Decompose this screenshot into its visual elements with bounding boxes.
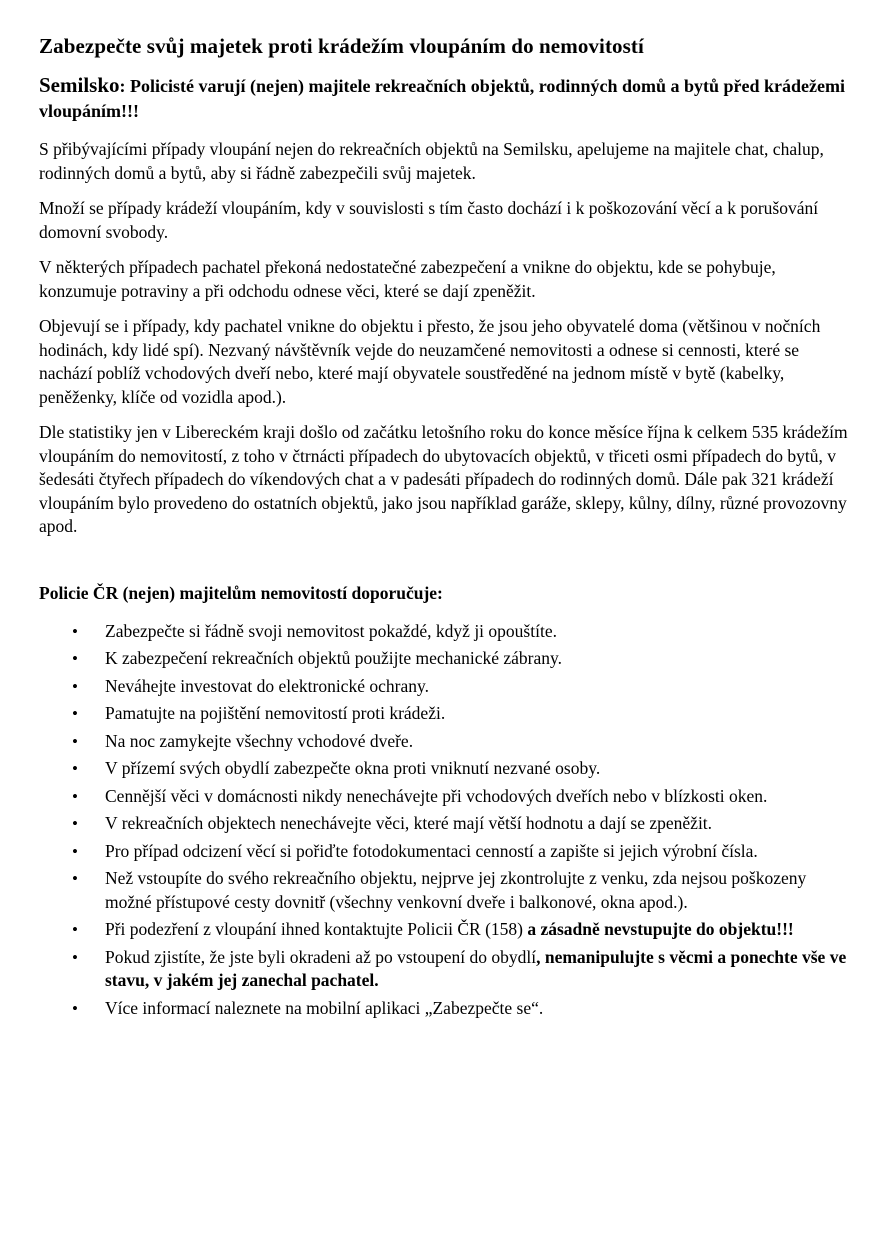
list-item <box>39 785 855 809</box>
bullet-icon: • <box>72 998 78 1018</box>
list-item <box>39 918 855 942</box>
paragraph: S přibývajícími případy vloupání nejen do rekreačních objektů na Semilsku, apelujeme na majitele chat, chalup, rodinných domů a bytů, aby si řádně zabezpečili svůj majetek. <box>39 139 824 183</box>
recommendations-list <box>39 620 855 1021</box>
list-item <box>39 620 855 644</box>
list-item <box>39 675 855 699</box>
list-item-emphasis: a zásadně nevstupujte do objektu!!! <box>527 919 794 939</box>
list-item <box>39 840 855 864</box>
list-item <box>39 812 855 836</box>
bullet-icon: • <box>72 947 78 967</box>
list-item-text: Pro případ odcizení věcí si pořiďte fotodokumentaci cenností a zapište si jejich výrobní čísla. <box>105 840 758 861</box>
lead-paragraph <box>39 73 855 124</box>
list-item-text: Cennější věci v domácnosti nikdy nenechávejte při vchodových dveřích nebo v blízkosti oken. <box>105 785 768 806</box>
list-item-text: Zabezpečte si řádně svoji nemovitost pokaždé, když ji opouštíte. <box>105 620 557 641</box>
bullet-icon: • <box>72 786 78 806</box>
paragraph: Množí se případy krádeží vloupáním, kdy v souvislosti s tím často dochází i k poškozování věcí a k porušování domovní svobody. <box>39 198 819 242</box>
list-item <box>39 867 855 914</box>
list-item-text: Při podezření z vloupání ihned kontaktujte Policii ČR (158) <box>105 919 528 939</box>
paragraph: Objevují se i případy, kdy pachatel vnikne do objektu i přesto, že jsou jeho obyvatelé doma (většinou v nočních hodinách, kdy lidé spí). Nezvaný návštěvník vejde do neuzamčené nemovitosti a odnese si cennosti, které se nachází poblíž vchodových dveří nebo, které mají obyvatele soustředěné na jednom místě v bytě (kabelky, peněženky, klíče od vozidla apod.). <box>39 316 821 407</box>
list-item <box>39 997 855 1021</box>
list-item-text: K zabezpečení rekreačních objektů použijte mechanické zábrany. <box>105 648 563 668</box>
bullet-icon: • <box>72 621 78 641</box>
list-item-text: Neváhejte investovat do elektronické ochrany. <box>105 675 429 696</box>
paragraph: V některých případech pachatel překoná nedostatečné zabezpečení a vnikne do objektu, kde se pohybuje, konzumuje potraviny a při odchodu odnese věci, které se dají zpeněžit. <box>39 257 776 301</box>
list-item-text: Pamatujte na pojištění nemovitostí proti krádeži. <box>105 703 446 723</box>
paragraph: Dle statistiky jen v Libereckém kraji došlo od začátku letošního roku do konce měsíce října k celkem 535 krádežím vloupáním do nemovitostí, z toho v čtrnácti případech do ubytovacích objektů, v třiceti osmi případech do bytů, v šedesáti čtyřech případech do víkendových chat a v padesáti případech do rodinných domů. Dále pak 321 krádeží vloupáním bylo provedeno do ostatních objektů, jako jsou například garáže, sklepy, kůlny, dílny, různé provozovny apod. <box>39 422 848 536</box>
list-item <box>39 946 855 993</box>
bullet-icon: • <box>72 920 78 939</box>
list-item-text: Než vstoupíte do svého rekreačního objektu, nejprve jej zkontrolujte z venku, zda nejsou poškozeny možné přístupové cesty dovnitř (všechny venkovní dveře i balkonové, okna apod.). <box>105 868 807 912</box>
recommendations-heading: Policie ČR (nejen) majitelům nemovitostí doporučuje: <box>39 582 443 603</box>
bullet-icon: • <box>72 676 78 696</box>
bullet-icon: • <box>72 841 78 861</box>
list-item-text: Pokud zjistíte, že jste byli okradeni až po vstoupení do obydlí <box>105 946 537 967</box>
bullet-icon: • <box>72 869 78 888</box>
document-title: Zabezpečte svůj majetek proti krádežím vloupáním do nemovitostí <box>39 34 644 58</box>
lead-colon: : <box>119 76 126 96</box>
bullet-icon: • <box>72 759 78 778</box>
bullet-icon: • <box>72 704 78 723</box>
list-item <box>39 647 855 671</box>
list-item-text: Více informací naleznete na mobilní aplikaci „Zabezpečte se“. <box>105 997 544 1018</box>
section-spacer <box>39 551 855 581</box>
bullet-icon: • <box>72 731 78 751</box>
list-item-text: Na noc zamykejte všechny vchodové dveře. <box>105 730 414 751</box>
lead-place: Semilsko <box>39 73 120 97</box>
list-item <box>39 702 855 726</box>
bullet-icon: • <box>72 649 78 668</box>
list-item <box>39 757 855 781</box>
list-item-emphasis: , nemanipulujte s věcmi a ponechte vše ve stavu, v jakém jej zanechal pachatel. <box>105 946 847 990</box>
list-item <box>39 730 855 754</box>
list-item-text: V rekreačních objektech nenechávejte věci, které mají větší hodnotu a dají se zpeněžit. <box>105 813 713 833</box>
list-item-text: V přízemí svých obydlí zabezpečte okna proti vniknutí nezvané osoby. <box>105 758 601 778</box>
lead-text: Policisté varují (nejen) majitele rekreačních objektů, rodinných domů a bytů před krádežemi vloupáním!!! <box>39 76 845 121</box>
bullet-icon: • <box>72 814 78 833</box>
